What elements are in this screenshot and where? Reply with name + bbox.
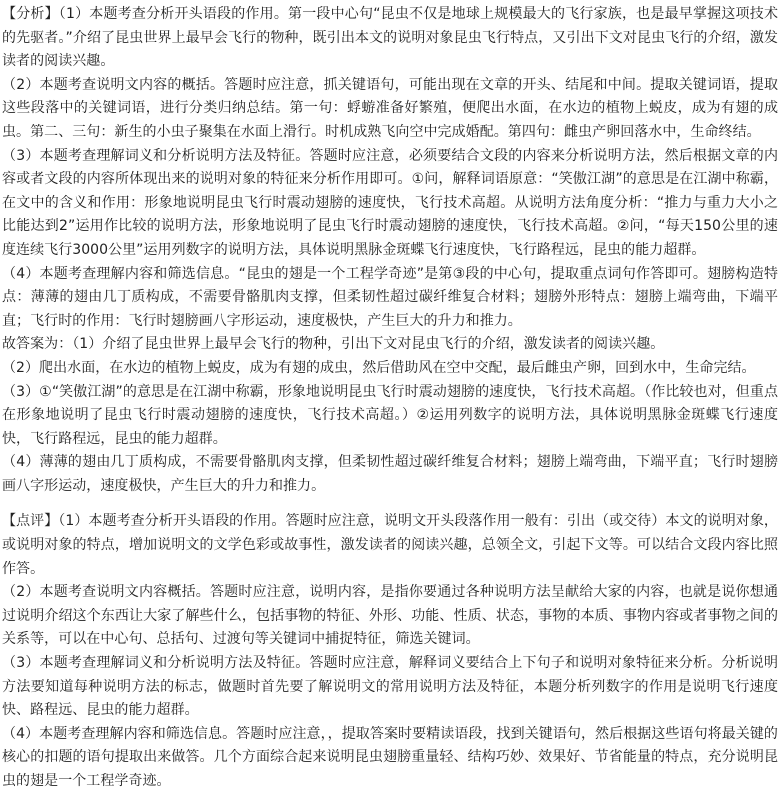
review-part-2: （2）本题考查说明文内容概括。答题时应注意，说明内容，是指你要通过各种说明方法呈献给大家的内容，也就是说你想通过说明介绍这个东西让大家了解些什么，包括事物的特征、外形、功能、性质、状态，事物的本质、事物内容或者事物之间的关系等，可以在中心句、总括句、过渡句等关键词中捕捉特征，筛选关键词。 [2,584,778,648]
review-part-3: （3）本题考查理解词义和分析说明方法及特征。答题时应注意，解释词义要结合上下句子和说明对象特征来分析。分析说明方法要知道每种说明方法的标志，做题时首先要了解说明文的常用说明方法及特征，本题分析列数字的作用是说明飞行速度快、路程远、昆虫的能力超群。 [2,655,778,719]
answer-part-2: （2）爬出水面，在水边的植物上蜕皮，成为有翅的成虫，然后借助风在空中交配，最后雌虫产卵，回到水中，生命完结。 [2,359,756,376]
analysis-part-2: （2）本题考查说明文内容的概括。答题时应注意，抓关键语句，可能出现在文章的开头、结尾和中间。提取关键词语，提取这些段落中的关键词语，进行分类归纳总结。第一句：蜉蝣准备好繁殖，便爬出水面，在水边的植物上蜕皮，成为有翅的成虫。第二、三句：新生的小虫子聚集在水面上滑行。时机成熟飞向空中完成婚配。第四句：雌虫产卵回落水中，生命终结。 [2,76,778,140]
review-part-1: 【点评】（1）本题考查分析开头语段的作用。答题时应注意，说明文开头段落作用一般有：引出（或交待）本文的说明对象，或说明对象的特点，增加说明文的文学色彩或故事性，激发读者的阅读兴趣，总领全文，引起下文等。可以结合文段内容比照作答。 [2,513,778,577]
answer-part-1: 故答案为：（1）介绍了昆虫世界上最早会飞行的物种，引出下文对昆虫飞行的介绍，激发读者的阅读兴趣。 [2,336,665,353]
analysis-section [2,3,778,498]
analysis-part-3: （3）本题考查理解词义和分析说明方法及特征。答题时应注意，必须要结合文段的内容来分析说明方法，然后根据文章的内容或者文段的内容所体现出来的说明对象的特征来分析作用即可。①问，解释词语原意：“笑傲江湖”的意思是在江湖中称霸，在文中的含义和作用：形象地说明昆虫飞行时震动翅膀的速度快，飞行技术高超。从说明方法角度分析：“推力与重力大小之比能达到2”运用作比较的说明方法，形象地说明了昆虫飞行时震动翅膀的速度快，飞行技术高超。②问，“每天150公里的速度连续飞行3000公里”运用列数字的说明方法，具体说明黑脉金斑蝶飞行速度快，飞行路程远，昆虫的能力超群。 [2,147,778,258]
review-section [2,510,778,793]
analysis-part-1: 【分析】（1）本题考查分析开头语段的作用。第一段中心句“昆虫不仅是地球上规模最大的飞行家族，也是最早掌握这项技术的先驱者。”介绍了昆虫世界上最早会飞行的物种，既引出本文的说明对象昆虫飞行特点，又引出下文对昆虫飞行的介绍，激发读者的阅读兴趣。 [2,6,778,70]
answer-part-3: （3）①“笑傲江湖”的意思是在江湖中称霸，形象地说明昆虫飞行时震动翅膀的速度快，飞行技术高超。（作比较也对，但重点在形象地说明了昆虫飞行时震动翅膀的速度快，飞行技术高超。）②运用列数字的说明方法，具体说明黑脉金斑蝶飞行速度快，飞行路程远，昆虫的能力超群。 [2,383,778,447]
review-part-4: （4）本题考查理解内容和筛选信息。答题时应注意，，提取答案时要精读语段，找到关键语句，然后根据这些语句将最关键的核心的扣题的语句提取出来做答。几个方面综合起来说明昆虫翅膀重量轻、结构巧妙、效果好、节省能量的特点，充分说明昆虫的翅是一个工程学奇迹。 [2,725,778,789]
analysis-part-4: （4）本题考查理解内容和筛选信息。“昆虫的翅是一个工程学奇迹”是第③段的中心句，提取重点词句作答即可。翅膀构造特点：薄薄的翅由几丁质构成，不需要骨骼肌肉支撑，但柔韧性超过碳纤维复合材料；翅膀外形特点：翅膀上端弯曲，下端平直；飞行时的作用：飞行时翅膀画八字形运动，速度极快，产生巨大的升力和推力。 [2,265,778,329]
answer-part-4: （4）薄薄的翅由几丁质构成，不需要骨骼肌肉支撑，但柔韧性超过碳纤维复合材料；翅膀上端弯曲，下端平直；飞行时翅膀画八字形运动，速度极快，产生巨大的升力和推力。 [2,454,778,494]
